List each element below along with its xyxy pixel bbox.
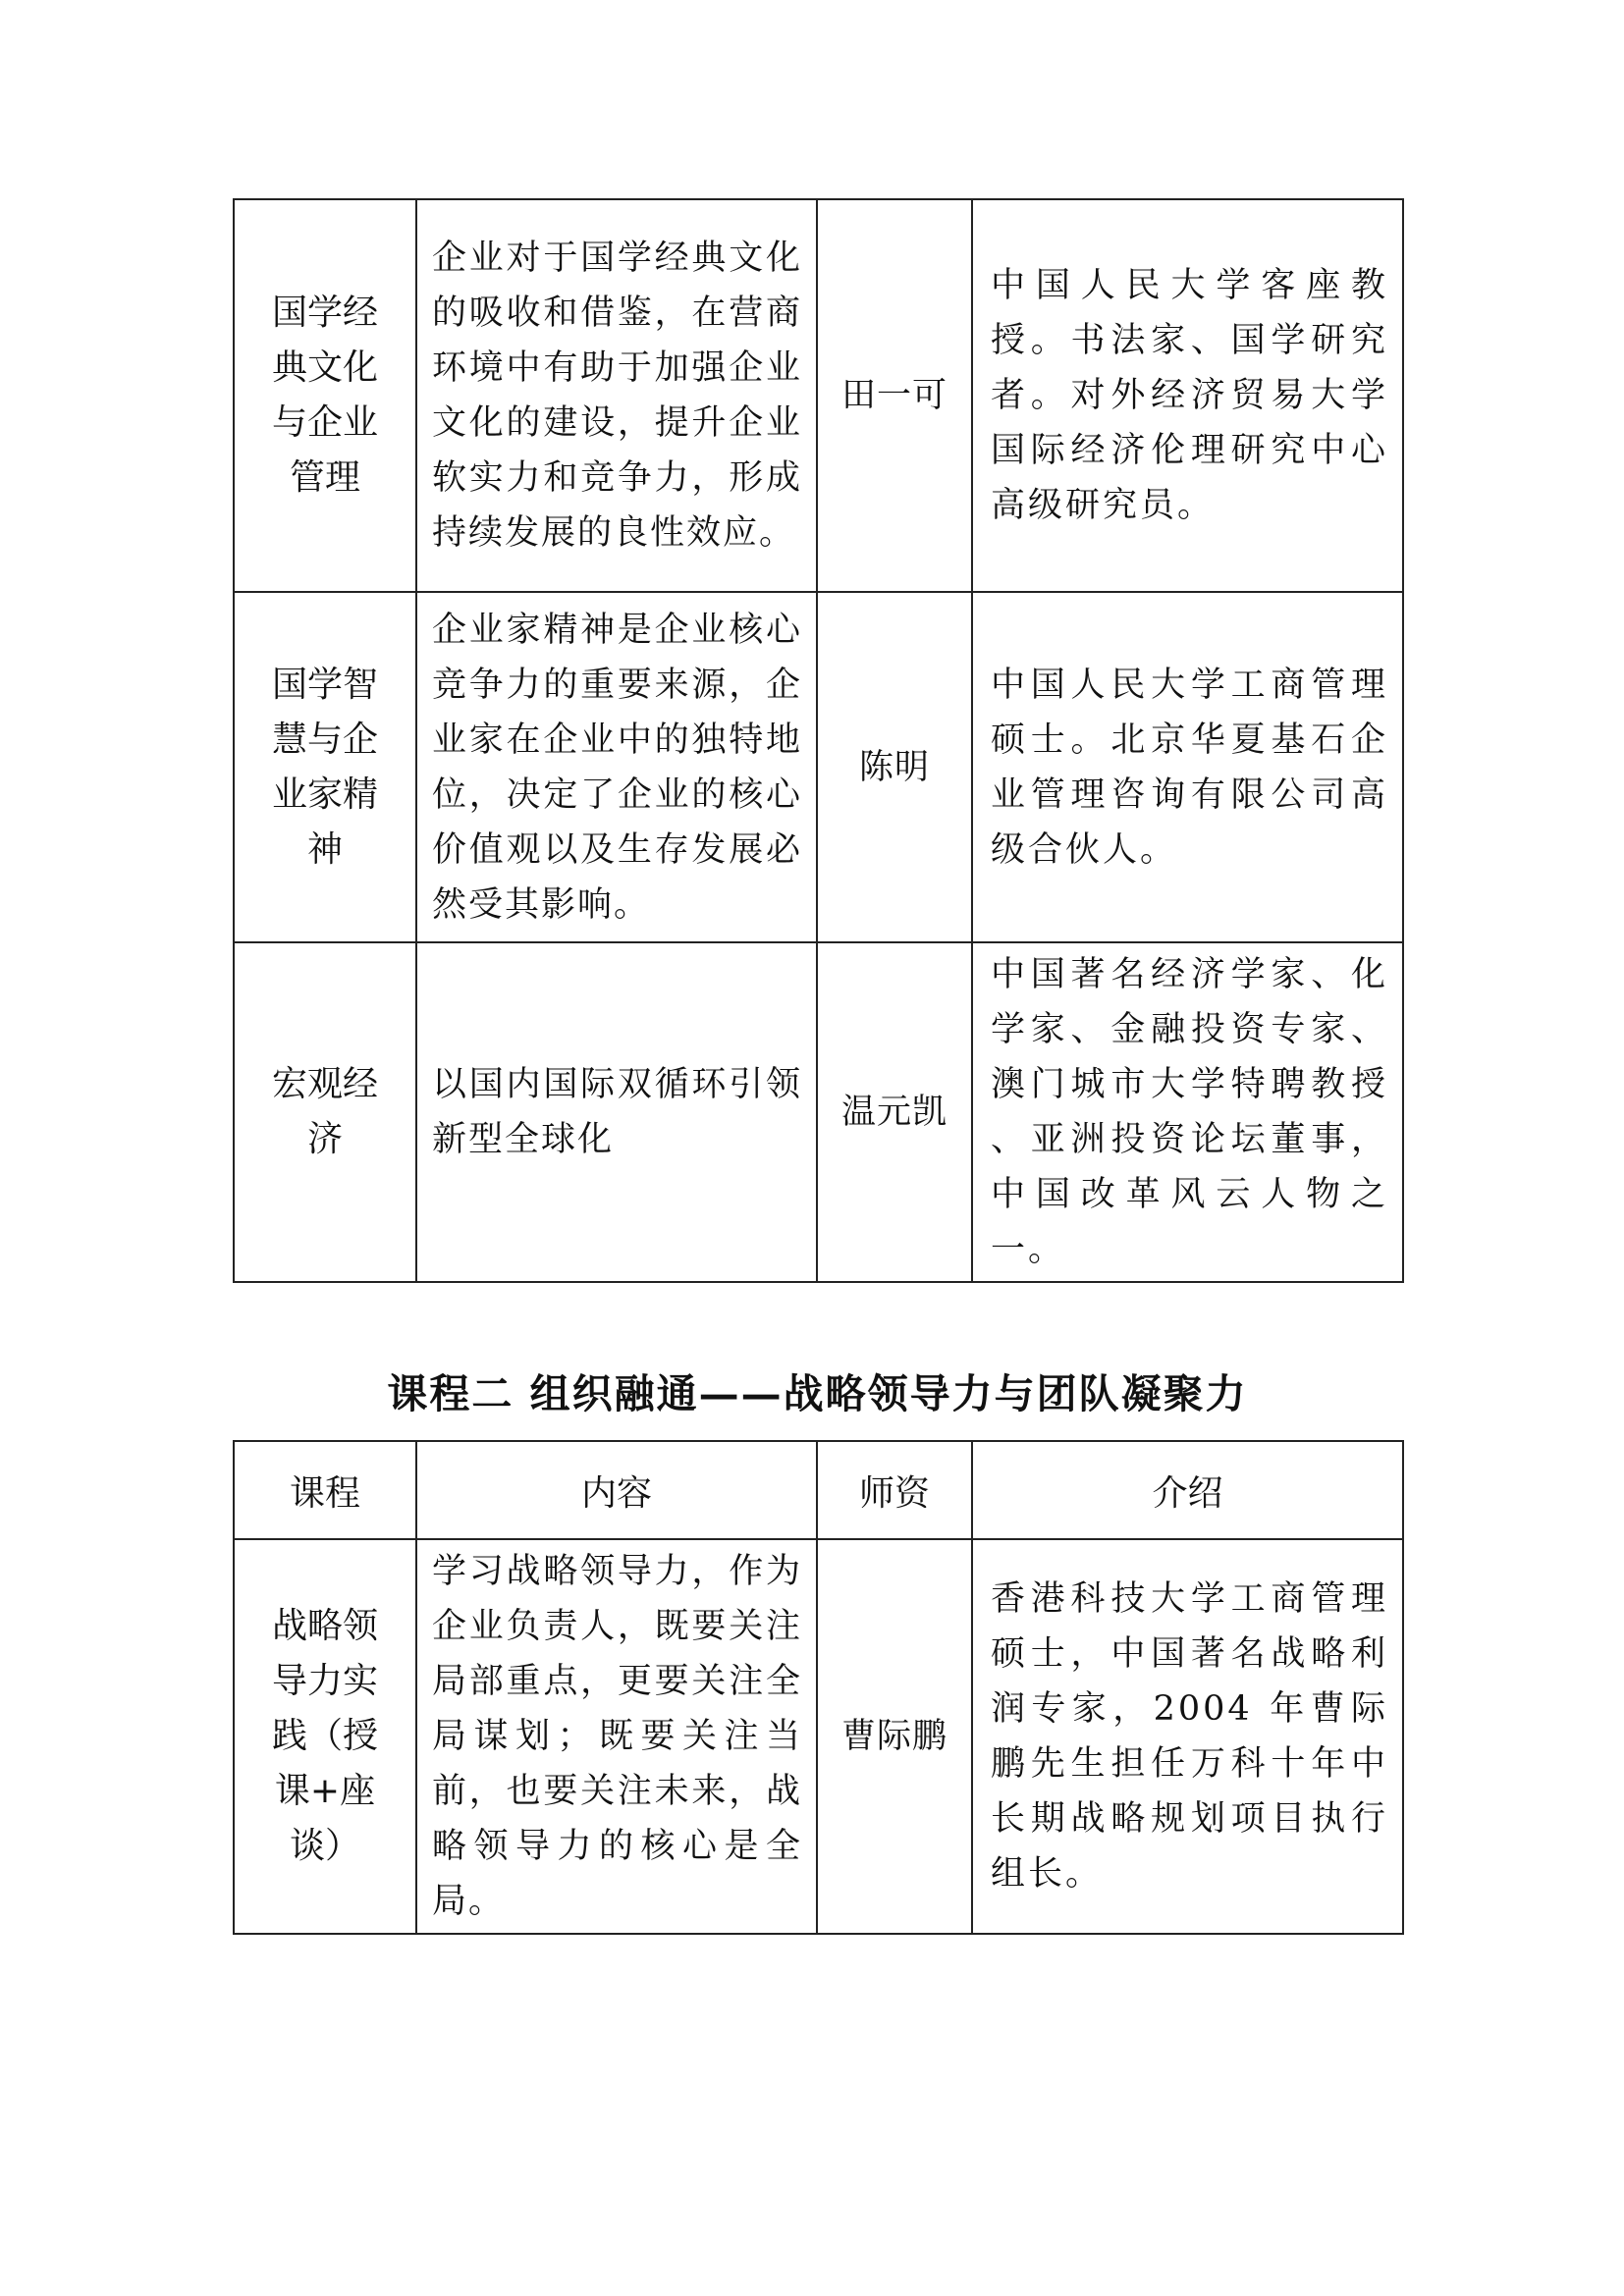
teacher-cell: 温元凯 xyxy=(817,942,972,1282)
table-row xyxy=(234,199,1403,592)
teacher-cell: 陈明 xyxy=(817,592,972,942)
section-title: 课程二 组织融通——战略领导力与团队凝聚力 xyxy=(387,1370,1248,1417)
course-table-1 xyxy=(233,198,1404,1283)
content-cell: 学习战略领导力，作为企业负责人，既要关注局部重点，更要关注全局谋划；既要关注当前，也要关注未来，战略领导力的核心是全局。 xyxy=(416,1539,817,1934)
intro-cell: 中国人民大学客座教授。书法家、国学研究者。对外经济贸易大学国际经济伦理研究中心高级研究员。 xyxy=(972,199,1403,592)
teacher-cell: 田一可 xyxy=(817,199,972,592)
header-course: 课程 xyxy=(234,1441,416,1539)
course-cell: 宏观经济 xyxy=(234,942,416,1282)
content-cell: 以国内国际双循环引领新型全球化 xyxy=(416,942,817,1282)
table-row xyxy=(234,592,1403,942)
header-teacher: 师资 xyxy=(817,1441,972,1539)
table-row xyxy=(234,1539,1403,1934)
intro-cell: 中国著名经济学家、化学家、金融投资专家、澳门城市大学特聘教授 、亚洲投资论坛董事，中国改革风云人物之一。 xyxy=(972,942,1403,1282)
intro-cell: 香港科技大学工商管理硕士，中国著名战略利润专家，2004 年曹际鹏先生担任万科十年中长期战略规划项目执行组长。 xyxy=(972,1539,1403,1934)
teacher-cell: 曹际鹏 xyxy=(817,1539,972,1934)
course-cell: 战略领导力实践（授课+座谈） xyxy=(234,1539,416,1934)
header-content: 内容 xyxy=(416,1441,817,1539)
course-cell: 国学经典文化与企业管理 xyxy=(234,199,416,592)
content-cell: 企业家精神是企业核心竞争力的重要来源，企业家在企业中的独特地位，决定了企业的核心价值观以及生存发展必然受其影响。 xyxy=(416,592,817,942)
table-header-row xyxy=(234,1441,1403,1539)
intro-cell: 中国人民大学工商管理硕士。北京华夏基石企业管理咨询有限公司高级合伙人。 xyxy=(972,592,1403,942)
table-row xyxy=(234,942,1403,1282)
course-cell: 国学智慧与企业家精神 xyxy=(234,592,416,942)
header-intro: 介绍 xyxy=(972,1441,1403,1539)
course-table-2 xyxy=(233,1440,1404,1935)
content-cell: 企业对于国学经典文化的吸收和借鉴，在营商环境中有助于加强企业文化的建设，提升企业软实力和竞争力，形成持续发展的良性效应。 xyxy=(416,199,817,592)
